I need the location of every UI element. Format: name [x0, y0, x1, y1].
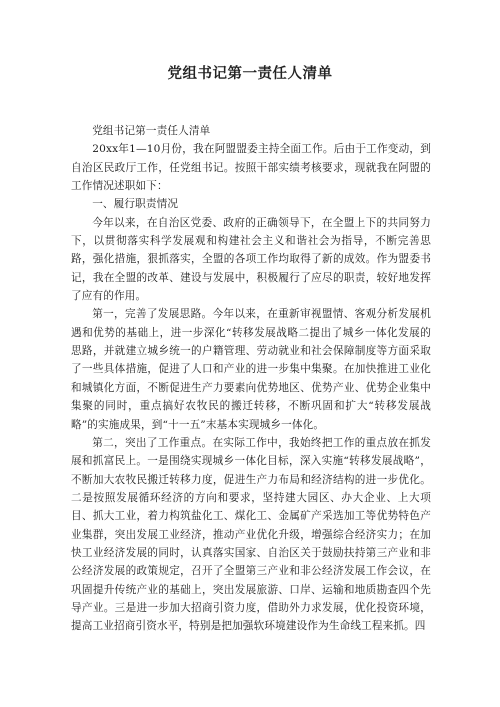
paragraph-intro: 20xx年1—10月份，我在阿盟盟委主持全面工作。后由于工作变动，到自治区民政厅工作，任党组书记。按照干部实绩考核要求，现就我在阿盟的工作情况述职如下：: [71, 143, 431, 193]
paragraph: 第一，完善了发展思路。今年以来，在重新审视盟情、客观分析发展机遇和优势的基础上，进一步深化“转移发展战略二提出了城乡一体化发展的思路，并就建立城乡统一的户籍管理、劳动就业和社会保障制度等方面采取了一些具体措施，促进了人口和产业的进一步集中集聚。在加快推进工业化和城镇化方面，不断促进生产力要素向优势地区、优势产业、优势企业集中集聚的同时，重点搞好农牧民的搬迁转移，不断巩固和扩大“转移发展战略”的实施成果，到“十一五”末基本实现城乡一体化。: [71, 308, 431, 431]
document-body: [71, 122, 431, 636]
paragraph: 第二，突出了工作重点。在实际工作中，我始终把工作的重点放在抓发展和抓富民上。一是围绕实现城乡一体化目标，深入实施“转移发展战略”，不断加大农牧民搬迁转移力度，促进生产力布局和经济结构的进一步优化。二是按照发展循环经济的方向和要求，坚持建大园区、办大企业、上大项目、抓大工业，着力构筑盐化工、煤化工、金属矿产采选加工等优势特色产业集群，突出发展工业经济，推动产业优化升级，增强综合经济实力；在加快工业经济发展的同时，认真落实国家、自治区关于鼓励扶持第三产业和非公经济发展的政策规定，召开了全盟第三产业和非公经济发展工作会议，在巩固提升传统产业的基础上，突出发展旅游、口岸、运输和地质勘查四个先导产业。三是进一步加大招商引资力度，借助外力求发展，优化投资环境，提高工业招商引资水平，特别是把加强软环境建设作为生命线工程来抓。四: [71, 436, 431, 633]
paragraph: 今年以来，在自治区党委、政府的正确领导下，在全盟上下的共同努力下，以贯彻落实科学发展观和构建社会主义和谐社会为指导，不断完善思路，强化措施，狠抓落实，全盟的各项工作均取得了新的成效。作为盟委书记，我在全盟的改革、建设与发展中，积极履行了应尽的职责，较好地发挥了应有的作用。: [71, 216, 431, 303]
section-heading: 一、履行职责情况: [92, 198, 179, 211]
document-title: 党组书记第一责任人清单: [167, 66, 333, 82]
paragraph-heading: 党组书记第一责任人清单: [92, 125, 211, 137]
